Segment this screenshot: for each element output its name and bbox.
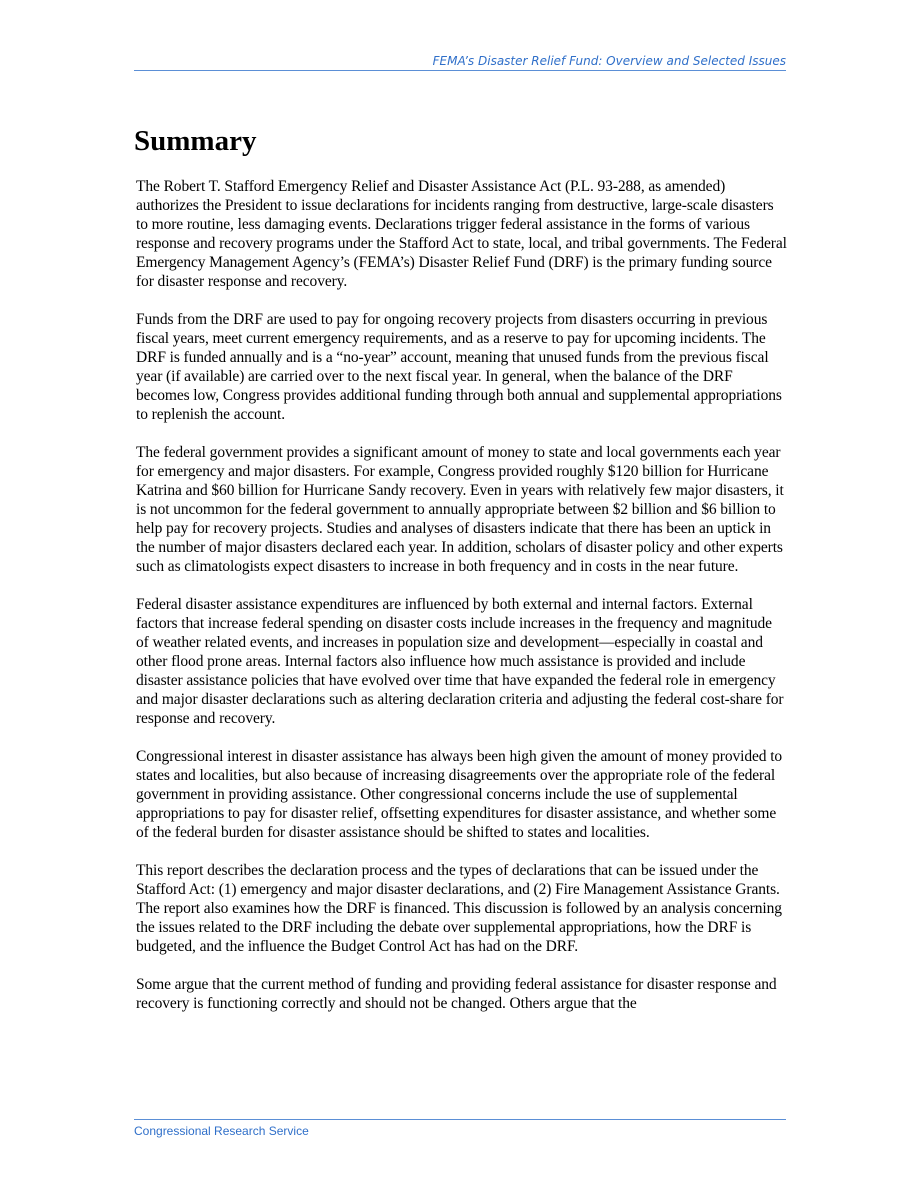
summary-paragraph-4: Federal disaster assistance expenditures are influenced by both external and internal factors. External factors that increase federal spending on disaster costs include increases in the frequency and magnitude of weather related events, and increases in population size and development—especially in coastal and other flood prone areas. Internal factors also influence how much assistance is provided and include disaster assistance policies that have evolved over time that have expanded the federal role in emergency and major disaster declarations such as altering declaration criteria and adjusting the federal cost-share for response and recovery. xyxy=(136,596,784,727)
summary-paragraph-6: This report describes the declaration process and the types of declarations that can be issued under the Stafford Act: (1) emergency and major disaster declarations, and (2) Fire Management Assistance Grants. The report also examines how the DRF is financed. This discussion is followed by an analysis concerning the issues related to the DRF including the debate over supplemental appropriations, how the DRF is budgeted, and the influence the Budget Control Act has had on the DRF. xyxy=(136,862,782,955)
summary-paragraph-1: The Robert T. Stafford Emergency Relief and Disaster Assistance Act (P.L. 93-288, as amended) authorizes the President to issue declarations for incidents ranging from destructive, large-scale disasters to more routine, less damaging events. Declarations trigger federal assistance in the forms of various response and recovery programs under the Stafford Act to state, local, and tribal governments. The Federal Emergency Management Agency’s (FEMA’s) Disaster Relief Fund (DRF) is the primary funding source for disaster response and recovery. xyxy=(136,178,787,290)
running-header-title: FEMA’s Disaster Relief Fund: Overview and Selected Issues xyxy=(432,54,786,68)
summary-paragraph-2: Funds from the DRF are used to pay for ongoing recovery projects from disasters occurring in previous fiscal years, meet current emergency requirements, and as a reserve to pay for upcoming incidents. The DRF is funded annually and is a “no-year” account, meaning that unused funds from the previous fiscal year (if available) are carried over to the next fiscal year. In general, when the balance of the DRF becomes low, Congress provides additional funding through both annual and supplemental appropriations to replenish the account. xyxy=(136,311,782,423)
summary-paragraph-7: Some argue that the current method of funding and providing federal assistance for disaster response and recovery is functioning correctly and should not be changed. Others argue that the xyxy=(136,976,777,1012)
summary-body xyxy=(136,177,788,1032)
running-footer xyxy=(134,1119,786,1139)
page-title: Summary xyxy=(134,125,257,157)
summary-paragraph-5: Congressional interest in disaster assistance has always been high given the amount of money provided to states and localities, but also because of increasing disagreements over the appropriate role of the federal government in providing assistance. Other congressional concerns include the use of supplemental appropriations to pay for disaster relief, offsetting expenditures for disaster assistance, and whether some of the federal burden for disaster assistance should be shifted to states and localities. xyxy=(136,748,783,841)
running-header xyxy=(134,54,786,71)
footer-publisher: Congressional Research Service xyxy=(134,1124,309,1138)
summary-paragraph-3: The federal government provides a significant amount of money to state and local governments each year for emergency and major disasters. For example, Congress provided roughly $120 billion for Hurricane Katrina and $60 billion for Hurricane Sandy recovery. Even in years with relatively few major disasters, it is not uncommon for the federal government to annually appropriate between $2 billion and $6 billion to help pay for recovery projects. Studies and analyses of disasters indicate that there has been an uptick in the number of major disasters declared each year. In addition, scholars of disaster policy and other experts such as climatologists expect disasters to increase in both frequency and in costs in the near future. xyxy=(136,444,784,575)
